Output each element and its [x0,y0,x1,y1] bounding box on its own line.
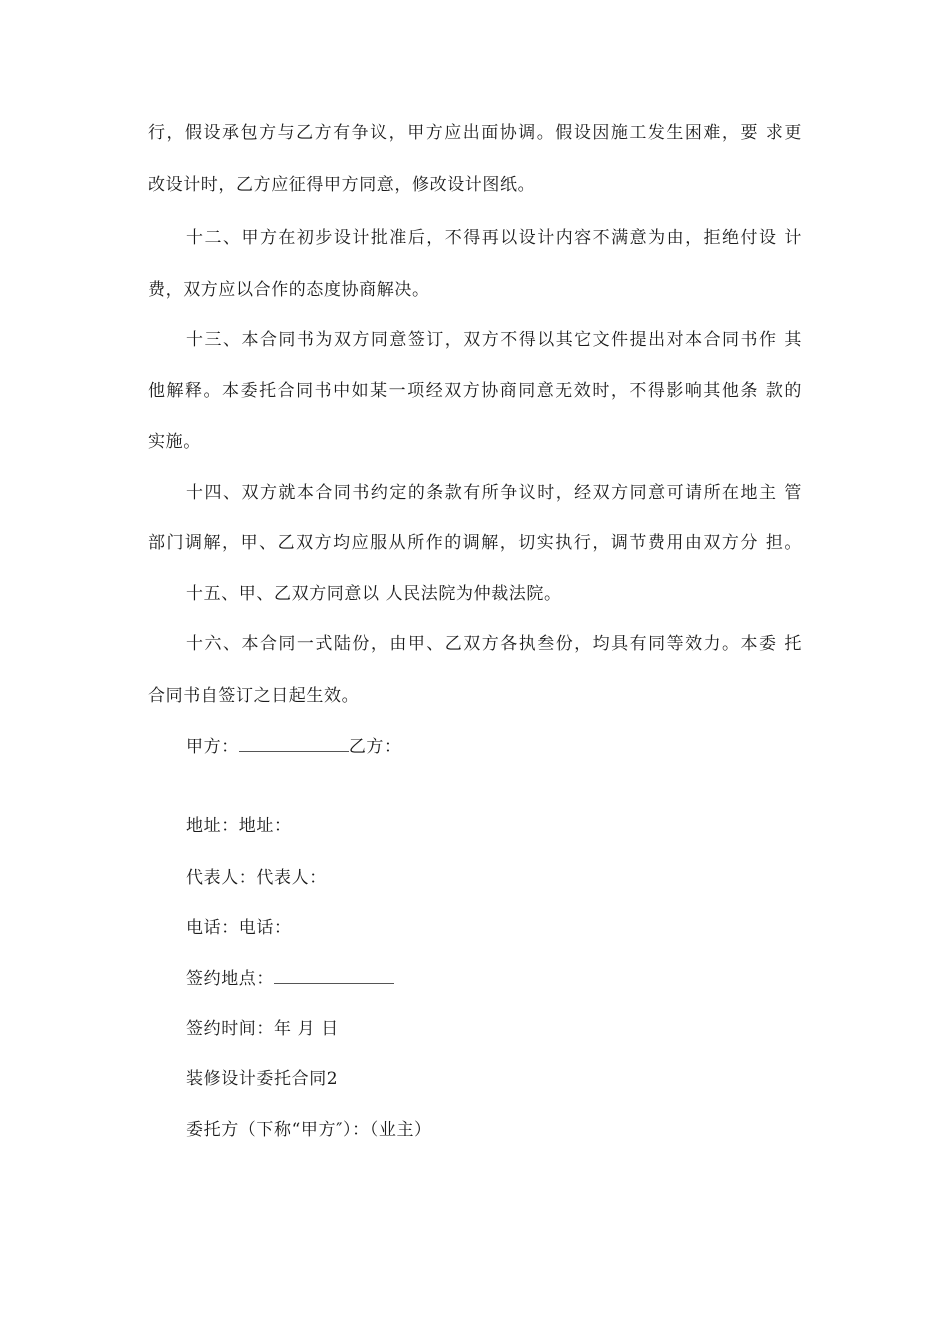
client-line: 委托方（下称“甲方″）：（业主） [186,1120,432,1140]
party-a-label: 甲方： [186,737,239,757]
paragraph-13-line-3: 实施。 [148,432,201,452]
party-b-label: 乙方： [348,737,402,757]
next-contract-title: 装修设计委托合同2 [186,1069,339,1089]
party-line [186,737,402,757]
paragraph-15-line-1: 十五、甲、乙双方同意以 人民法院为仲裁法院。 [186,584,562,604]
paragraph-11-line-1: 行，假设承包方与乙方有争议，甲方应出面协调。假设因施工发生困难，要 求更 [148,123,802,143]
representative-line: 代表人：代表人： [186,868,327,888]
sign-place-line [186,969,394,989]
paragraph-14-line-2: 部门调解，甲、乙双方均应服从所作的调解，切实执行，调节费用由双方分 担。 [148,533,802,553]
paragraph-13-line-2: 他解释。本委托合同书中如某一项经双方协商同意无效时，不得影响其他条 款的 [148,381,802,401]
paragraph-16-line-2: 合同书自签订之日起生效。 [148,686,360,706]
sign-time-line: 签约时间：年 月 日 [186,1019,339,1039]
sign-place-blank [274,969,394,984]
phone-line: 电话：电话： [186,918,292,938]
paragraph-11-line-2: 改设计时，乙方应征得甲方同意，修改设计图纸。 [148,175,536,195]
paragraph-16-line-1: 十六、本合同一式陆份，由甲、乙双方各执叁份，均具有同等效力。本委 托 [186,634,802,654]
paragraph-13-line-1: 十三、本合同书为双方同意签订，双方不得以其它文件提出对本合同书作 其 [186,330,802,350]
sign-place-label: 签约地点： [186,969,274,989]
paragraph-14-line-1: 十四、双方就本合同书约定的条款有所争议时，经双方同意可请所在地主 管 [186,483,802,503]
paragraph-12-line-1: 十二、甲方在初步设计批准后，不得再以设计内容不满意为由，拒绝付设 计 [186,228,802,248]
party-a-blank [239,737,349,752]
paragraph-12-line-2: 费，双方应以合作的态度协商解决。 [148,280,430,300]
address-line: 地址：地址： [186,816,292,836]
